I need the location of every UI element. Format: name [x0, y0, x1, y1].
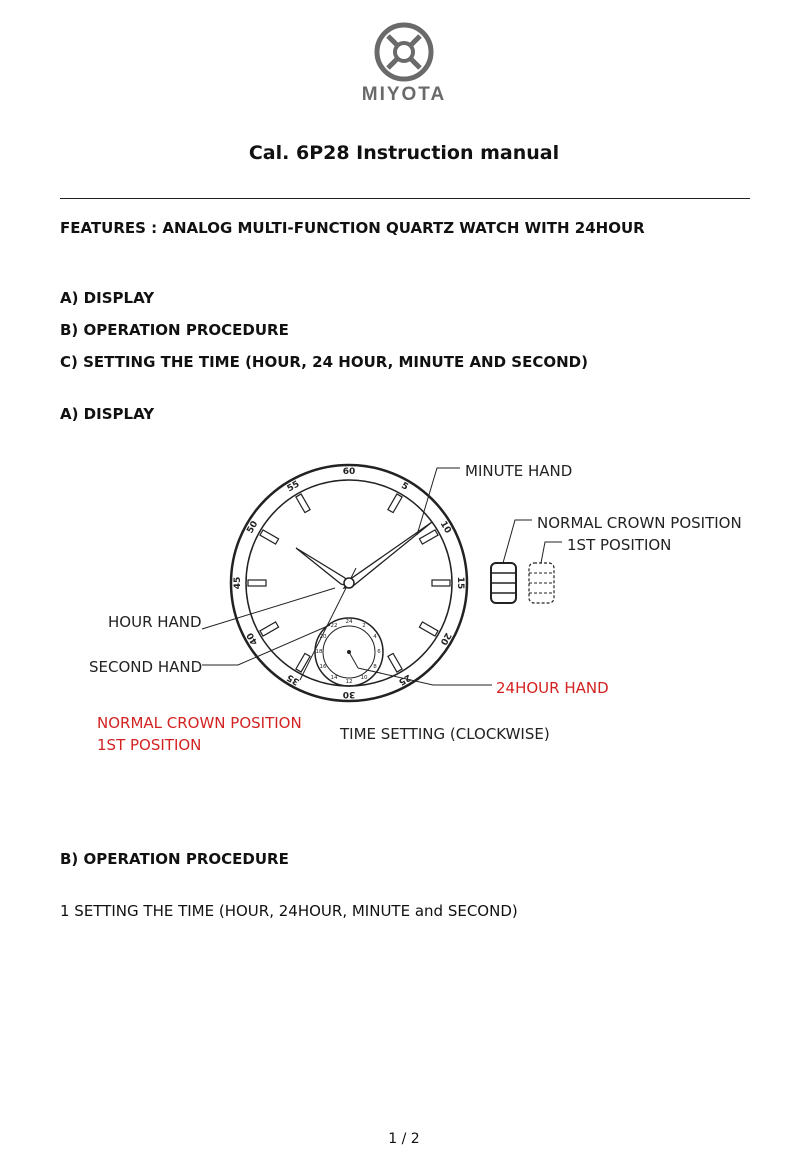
- hour-marker: [388, 494, 402, 513]
- subdial-number: 20: [319, 634, 327, 640]
- subdial-number: 10: [360, 675, 368, 681]
- hour-marker: [296, 494, 310, 513]
- minute-hand-label: MINUTE HAND: [465, 462, 573, 480]
- brand-name: MIYOTA: [361, 84, 447, 105]
- section-a-heading: A) DISPLAY: [60, 405, 155, 423]
- section-b-heading: B) OPERATION PROCEDURE: [60, 850, 289, 868]
- crown-first-leader: [541, 542, 562, 563]
- crown-normal-label: NORMAL CROWN POSITION: [537, 514, 742, 532]
- hour-hand: [296, 548, 351, 587]
- bezel-number: 55: [285, 479, 302, 495]
- bezel-number: 25: [396, 671, 413, 687]
- toc-item-setting: C) SETTING THE TIME (HOUR, 24 HOUR, MINUTE AND SECOND): [60, 353, 588, 371]
- subdial-number: 24: [345, 619, 353, 625]
- step-1-text: 1 SETTING THE TIME (HOUR, 24HOUR, MINUTE and SECOND): [60, 902, 518, 920]
- bezel-number: 45: [233, 576, 243, 590]
- hour-marker: [432, 580, 450, 586]
- subdial-number: 2: [362, 623, 366, 629]
- subdial-number: 4: [373, 634, 377, 640]
- minute-hand: [344, 522, 432, 588]
- 24hour-hand-label: 24HOUR HAND: [496, 679, 609, 697]
- subdial-number: 16: [319, 664, 327, 670]
- 24hour-hand: [349, 652, 358, 668]
- bezel-number: 50: [245, 519, 261, 536]
- subdial-number: 18: [315, 649, 323, 655]
- features-line: FEATURES : ANALOG MULTI-FUNCTION QUARTZ WATCH WITH 24HOUR: [60, 219, 645, 237]
- hour-marker: [388, 653, 402, 672]
- toc-item-display: A) DISPLAY: [60, 289, 155, 307]
- subdial-number: 8: [373, 664, 377, 670]
- hour-hand-label: HOUR HAND: [108, 613, 202, 631]
- hour-hand-leader: [202, 588, 335, 629]
- bezel-number: 15: [455, 576, 465, 590]
- hour-marker: [419, 622, 438, 636]
- bezel-number: 30: [342, 689, 356, 699]
- bezel-number: 40: [245, 630, 261, 647]
- crown-normal-leader: [503, 520, 532, 563]
- subdial-number: 14: [330, 675, 338, 681]
- page-title: Cal. 6P28 Instruction manual: [248, 142, 560, 164]
- red-crown-first-label: 1ST POSITION: [97, 736, 202, 754]
- hour-marker: [260, 622, 279, 636]
- bezel-number: 60: [342, 467, 356, 477]
- bezel-number: 10: [437, 519, 453, 536]
- hour-marker: [296, 653, 310, 672]
- second-hand-label: SECOND HAND: [89, 658, 203, 676]
- hour-marker: [260, 530, 279, 544]
- subdial-number: 12: [345, 679, 353, 685]
- crown-first-position: [529, 563, 554, 603]
- toc-item-operation: B) OPERATION PROCEDURE: [60, 321, 289, 339]
- time-setting-label: TIME SETTING (CLOCKWISE): [340, 725, 550, 743]
- watch-diagram: [0, 440, 808, 770]
- bezel-number: 5: [399, 481, 410, 493]
- page-number: 1 / 2: [388, 1131, 420, 1147]
- hour-marker: [248, 580, 266, 586]
- bezel-number: 20: [437, 630, 453, 647]
- title-divider: [60, 198, 750, 199]
- bezel-number: 35: [285, 671, 302, 687]
- crown-first-label: 1ST POSITION: [567, 536, 672, 554]
- subdial-number: 22: [330, 623, 338, 629]
- red-crown-normal-label: NORMAL CROWN POSITION: [97, 714, 302, 732]
- subdial-number: 6: [377, 649, 381, 655]
- hour-marker: [419, 530, 438, 544]
- miyota-logo: [367, 22, 441, 82]
- crown-normal-position: [491, 563, 516, 603]
